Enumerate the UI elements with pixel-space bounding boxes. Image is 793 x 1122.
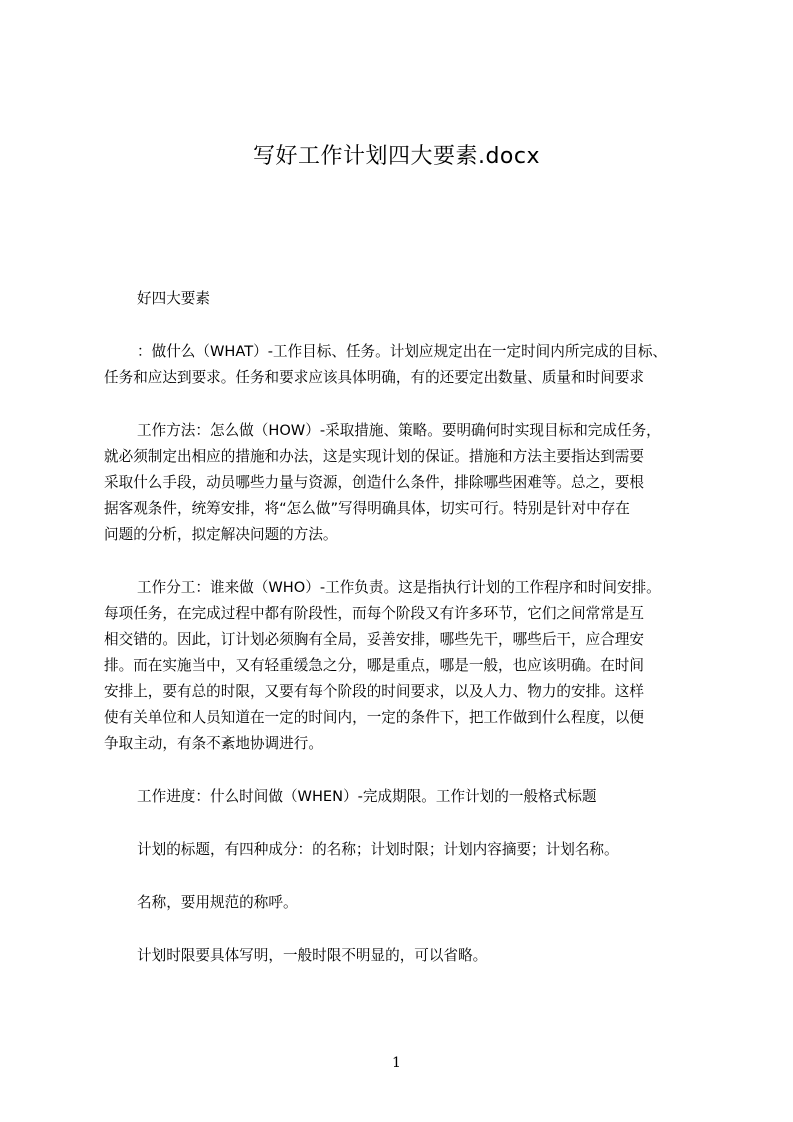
- document-title: 写好工作计划四大要素.docx: [252, 144, 541, 169]
- text-line: 每项任务，在完成过程中都有阶段性，而每个阶段又有许多环节，它们之间常常是互: [104, 605, 644, 622]
- paragraph-who: [104, 575, 700, 757]
- paragraph-title-components: [104, 837, 700, 863]
- page-number: 1: [392, 1055, 401, 1071]
- paragraph-heading: [104, 286, 700, 312]
- text-line: 安排上，要有总的时限，又要有每个阶段的时间要求，以及人力、物力的安排。这样: [104, 683, 644, 700]
- paragraph-naming: [104, 890, 700, 916]
- text-line: 工作方法：怎么做（HOW）-采取措施、策略。要明确何时实现目标和完成任务，: [137, 422, 661, 439]
- text-line: 据客观条件，统筹安排，将“怎么做”写得明确具体，切实可行。特别是针对中存在: [104, 500, 630, 517]
- text-line: 相交错的。因此，订计划必须胸有全局，妥善安排，哪些先干，哪些后干，应合理安: [104, 631, 644, 648]
- text-line: 任务和应达到要求。任务和要求应该具体明确，有的还要定出数量、质量和时间要求: [104, 369, 644, 386]
- text-line: 工作进度：什么时间做（WHEN）-完成期限。工作计划的一般格式标题: [137, 788, 597, 805]
- text-line: 问题的分析，拟定解决问题的方法。: [104, 526, 338, 543]
- paragraph-what: [104, 339, 700, 391]
- text-line: 计划时限要具体写明，一般时限不明显的，可以省略。: [137, 947, 488, 964]
- text-line: 排。而在实施当中，又有轻重缓急之分，哪是重点，哪是一般，也应该明确。在时间: [104, 657, 644, 674]
- text-line: 计划的标题，有四种成分：的名称；计划时限；计划内容摘要；计划名称。: [137, 841, 619, 858]
- paragraph-how: [104, 418, 700, 548]
- text-line: 好四大要素: [137, 290, 210, 307]
- paragraph-when: [104, 784, 700, 810]
- document-body: [104, 286, 700, 969]
- text-line: 工作分工：谁来做（WHO）-工作负责。这是指执行计划的工作程序和时间安排。: [137, 579, 661, 596]
- text-line: 名称，要用规范的称呼。: [137, 894, 298, 911]
- text-line: ：做什么（WHAT）-工作目标、任务。计划应规定出在一定时间内所完成的目标、: [137, 343, 668, 360]
- text-line: 争取主动，有条不紊地协调进行。: [104, 735, 323, 752]
- text-line: 就必须制定出相应的措施和办法，这是实现计划的保证。措施和方法主要指达到需要: [104, 448, 644, 465]
- text-line: 采取什么手段，动员哪些力量与资源，创造什么条件，排除哪些困难等。总之，要根: [104, 474, 644, 491]
- paragraph-time-limit: [104, 943, 700, 969]
- text-line: 使有关单位和人员知道在一定的时间内，一定的条件下，把工作做到什么程度，以便: [104, 709, 644, 726]
